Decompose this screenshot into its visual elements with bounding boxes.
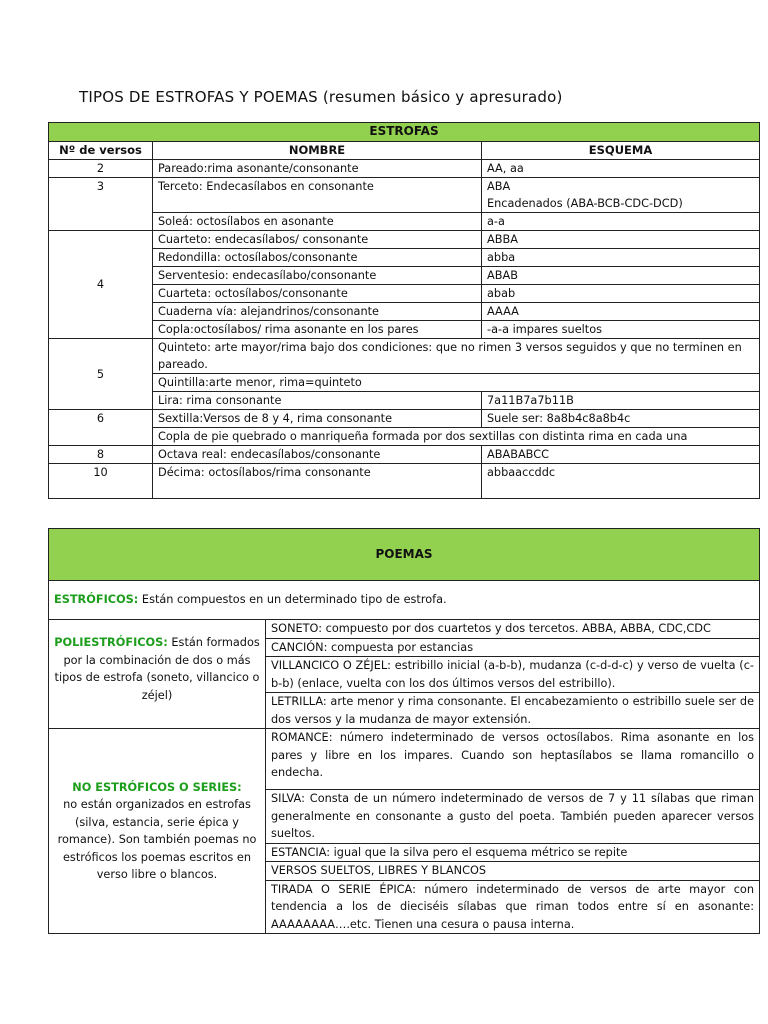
table-row bbox=[49, 446, 760, 464]
esquema-cell: ABAB bbox=[482, 267, 760, 285]
esquema-cell: 7a11B7a7b11B bbox=[482, 392, 760, 410]
no-estroficos-cell bbox=[49, 729, 266, 934]
nombre-cell: Décima: octosílabos/rima consonante bbox=[153, 464, 482, 499]
poema-item: LETRILLA: arte menor y rima consonante. El encabezamiento o estribillo suele ser de dos versos y la mudanza de mayor extensión. bbox=[266, 693, 760, 729]
esquema-cell: ABABABCC bbox=[482, 446, 760, 464]
poliestroficos-text: Están formados por la combinación de dos o más tipos de estrofa (soneto, villancico o zéjel) bbox=[54, 636, 260, 702]
poema-item: ESTANCIA: igual que la silva pero el esquema métrico se repite bbox=[266, 843, 760, 862]
poema-item: VILLANCICO O ZÉJEL: estribillo inicial (a-b-b), mudanza (c-d-d-c) y verso de vuelta (c-b-b) (enlace, vuelta con los dos últimos versos del estribillo). bbox=[266, 657, 760, 693]
nombre-cell: Quinteto: arte mayor/rima bajo dos condiciones: que no rimen 3 versos seguidos y que no terminen en pareado. bbox=[153, 339, 760, 374]
col-esquema: ESQUEMA bbox=[482, 142, 760, 160]
poliestroficos-label: POLIESTRÓFICOS: bbox=[54, 636, 168, 649]
nombre-cell: Serventesio: endecasílabo/consonante bbox=[153, 267, 482, 285]
poliestroficos-cell bbox=[49, 620, 266, 729]
nombre-cell: Copla de pie quebrado o manriqueña formada por dos sextillas con distinta rima en cada una bbox=[153, 428, 760, 446]
esquema-cell: AAAA bbox=[482, 303, 760, 321]
col-num-versos: Nº de versos bbox=[49, 142, 153, 160]
poema-item: TIRADA O SERIE ÉPICA: número indeterminado de versos de arte mayor con tendencia a los de dieciséis sílabas que riman todos entre sí en asonante: AAAAAAAA….etc. Tienen una cesura o pausa interna. bbox=[266, 880, 760, 934]
nombre-cell: Quintilla:arte menor, rima=quinteto bbox=[153, 374, 760, 392]
nombre-cell: Cuarteta: octosílabos/consonante bbox=[153, 285, 482, 303]
esquema-cell: abba bbox=[482, 249, 760, 267]
num-versos: 10 bbox=[49, 464, 153, 499]
esquema-line: ABA bbox=[487, 180, 511, 193]
esquema-cell: -a-a impares sueltos bbox=[482, 321, 760, 339]
estroficos-text: Están compuestos en un determinado tipo de estrofa. bbox=[138, 593, 447, 607]
nombre-cell: Lira: rima consonante bbox=[153, 392, 482, 410]
table-row bbox=[49, 267, 760, 285]
table-row bbox=[49, 178, 760, 213]
estroficos-row bbox=[49, 581, 760, 620]
nombre-cell: Pareado:rima asonante/consonante bbox=[153, 160, 482, 178]
estrofas-table bbox=[48, 122, 760, 499]
no-estroficos-label: NO ESTRÓFICOS O SERIES: bbox=[72, 780, 242, 794]
poema-item: VERSOS SUELTOS, LIBRES Y BLANCOS bbox=[266, 862, 760, 881]
estrofas-header: ESTROFAS bbox=[49, 123, 760, 142]
table-row bbox=[49, 410, 760, 428]
esquema-cell: Suele ser: 8a8b4c8a8b4c bbox=[482, 410, 760, 428]
page-title: TIPOS DE ESTROFAS Y POEMAS (resumen básico y apresurado) bbox=[79, 88, 563, 106]
poemas-header: POEMAS bbox=[49, 529, 760, 581]
esquema-cell: a-a bbox=[482, 213, 760, 231]
num-versos: 2 bbox=[49, 160, 153, 178]
col-nombre: NOMBRE bbox=[153, 142, 482, 160]
table-row bbox=[49, 231, 760, 249]
esquema-line: Encadenados (ABA-BCB-CDC-DCD) bbox=[487, 197, 683, 210]
nombre-cell: Soleá: octosílabos en asonante bbox=[153, 213, 482, 231]
table-row bbox=[49, 392, 760, 410]
poema-item: SONETO: compuesto por dos cuartetos y dos tercetos. ABBA, ABBA, CDC,CDC bbox=[266, 620, 760, 639]
table-row bbox=[49, 321, 760, 339]
esquema-cell: abab bbox=[482, 285, 760, 303]
nombre-cell: Sextilla:Versos de 8 y 4, rima consonante bbox=[153, 410, 482, 428]
table-row bbox=[49, 249, 760, 267]
esquema-cell: AA, aa bbox=[482, 160, 760, 178]
nombre-cell: Cuaderna vía: alejandrinos/consonante bbox=[153, 303, 482, 321]
esquema-cell: ABBA bbox=[482, 231, 760, 249]
estroficos-label: ESTRÓFICOS: bbox=[54, 593, 139, 607]
table-row bbox=[49, 339, 760, 374]
table-row bbox=[49, 285, 760, 303]
esquema-cell bbox=[482, 178, 760, 213]
nombre-cell: Redondilla: octosílabos/consonante bbox=[153, 249, 482, 267]
table-row bbox=[49, 213, 760, 231]
poema-item: ROMANCE: número indeterminado de versos octosílabos. Rima asonante en los pares y libre en los impares. Cuando son heptasílabos se llama romancillo o endecha. bbox=[266, 729, 760, 790]
table-row bbox=[49, 374, 760, 392]
poema-item: CANCIÓN: compuesta por estancias bbox=[266, 638, 760, 657]
table-row bbox=[49, 160, 760, 178]
nombre-cell: Cuarteto: endecasílabos/ consonante bbox=[153, 231, 482, 249]
poemas-table bbox=[48, 528, 760, 934]
table-row bbox=[49, 428, 760, 446]
nombre-cell: Octava real: endecasílabos/consonante bbox=[153, 446, 482, 464]
nombre-cell: Terceto: Endecasílabos en consonante bbox=[153, 178, 482, 213]
no-estroficos-text: no están organizados en estrofas (silva, estancia, serie épica y romance). Son también poemas no estróficos los poemas escritos en verso libre o blancos. bbox=[57, 798, 257, 881]
poema-item: SILVA: Consta de un número indeterminado de versos de 7 y 11 sílabas que riman generalmente en consonante a gusto del poeta. También pueden aparecer versos sueltos. bbox=[266, 790, 760, 844]
num-versos: 6 bbox=[49, 410, 153, 446]
num-versos: 4 bbox=[49, 231, 153, 339]
table-row bbox=[49, 464, 760, 499]
nombre-cell: Copla:octosílabos/ rima asonante en los pares bbox=[153, 321, 482, 339]
table-row bbox=[49, 303, 760, 321]
esquema-cell: abbaaccddc bbox=[482, 464, 760, 499]
num-versos: 5 bbox=[49, 339, 153, 410]
num-versos: 8 bbox=[49, 446, 153, 464]
num-versos: 3 bbox=[49, 178, 153, 231]
